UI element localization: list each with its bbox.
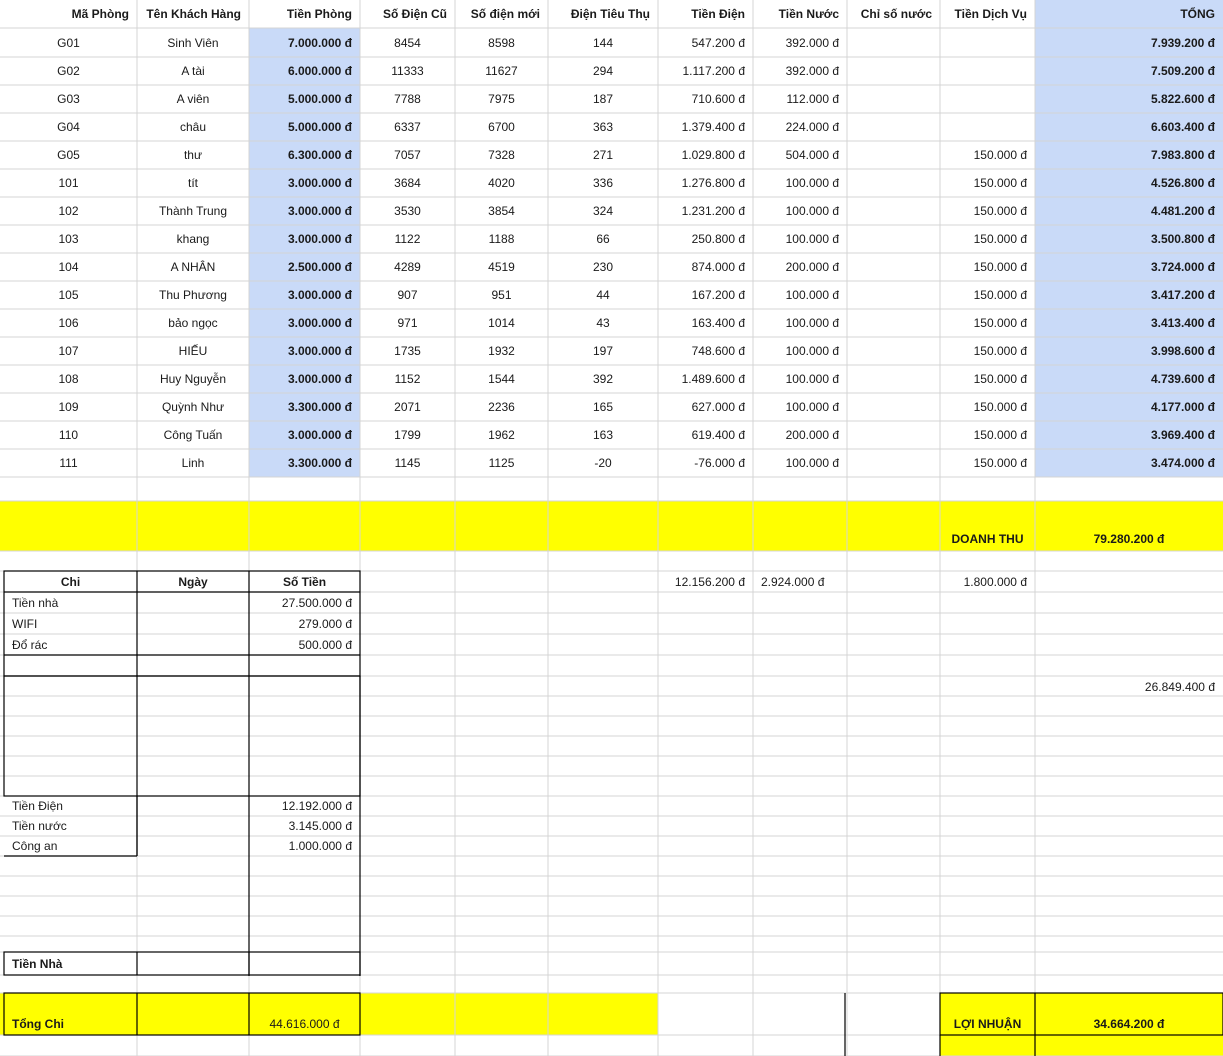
table-cell[interactable]: 100.000 đ xyxy=(785,204,839,218)
expense-amount[interactable]: 500.000 đ xyxy=(298,637,352,652)
subtotal-tien-nuoc[interactable]: 2.924.000 đ xyxy=(761,574,825,589)
profit-label[interactable]: LỢI NHUẬN xyxy=(953,1016,1022,1031)
table-cell[interactable]: 1122 xyxy=(394,232,421,246)
table-cell[interactable]: 1014 xyxy=(488,316,515,330)
table-cell[interactable]: 2.500.000 đ xyxy=(287,260,352,274)
table-cell[interactable]: 101 xyxy=(58,176,79,190)
table-cell[interactable]: 100.000 đ xyxy=(785,400,839,414)
table-cell[interactable]: 6.603.400 đ xyxy=(1150,120,1215,134)
expense-amount[interactable]: 279.000 đ xyxy=(298,616,352,631)
utility-name[interactable]: Tiền nước xyxy=(12,819,67,833)
table-cell[interactable]: 3.000.000 đ xyxy=(287,232,352,246)
table-cell[interactable]: 5.000.000 đ xyxy=(287,92,352,106)
table-cell[interactable]: 112.000 đ xyxy=(786,92,839,106)
table-cell[interactable]: 230 xyxy=(592,260,614,274)
table-cell[interactable]: 1.276.800 đ xyxy=(681,176,745,190)
table-cell[interactable]: 167.200 đ xyxy=(691,288,745,302)
table-cell[interactable]: 1125 xyxy=(488,456,515,470)
table-cell[interactable]: 163 xyxy=(592,428,614,442)
column-header[interactable]: Điện Tiêu Thụ xyxy=(570,7,650,21)
table-cell[interactable]: 1544 xyxy=(488,372,515,386)
table-cell[interactable]: 3.998.600 đ xyxy=(1150,344,1215,358)
revenue-label[interactable]: DOANH THU xyxy=(951,531,1024,546)
column-header[interactable]: Số Điện Cũ xyxy=(382,7,447,21)
column-header[interactable]: Chỉ số nước xyxy=(860,7,932,21)
expense-header[interactable]: Chi xyxy=(60,574,81,589)
table-cell[interactable]: 324 xyxy=(592,204,614,218)
profit-value[interactable]: 34.664.200 đ xyxy=(1093,1016,1165,1031)
table-cell[interactable]: 504.000 đ xyxy=(785,148,839,162)
utility-name[interactable]: Tiền Điện xyxy=(12,799,63,813)
table-cell[interactable]: 250.800 đ xyxy=(691,232,745,246)
table-cell[interactable]: 1.379.400 đ xyxy=(681,120,745,134)
table-cell[interactable]: 3.000.000 đ xyxy=(287,176,352,190)
table-cell[interactable]: 392.000 đ xyxy=(785,35,839,50)
table-cell[interactable]: 3.417.200 đ xyxy=(1150,288,1215,302)
table-cell[interactable]: 200.000 đ xyxy=(785,260,839,274)
column-header[interactable]: Tiền Phòng xyxy=(286,7,352,21)
table-cell[interactable]: 150.000 đ xyxy=(973,400,1027,414)
expense-header[interactable]: Ngày xyxy=(178,574,208,589)
table-cell[interactable]: Linh xyxy=(181,456,205,470)
table-cell[interactable]: 43 xyxy=(596,316,610,330)
expense-name[interactable]: WIFI xyxy=(12,616,38,631)
column-header[interactable]: Tiền Dịch Vụ xyxy=(954,7,1027,21)
table-cell[interactable]: 4289 xyxy=(394,260,421,274)
table-cell[interactable]: 7788 xyxy=(394,92,421,106)
utility-name[interactable]: Công an xyxy=(12,839,58,853)
column-header[interactable]: Tên Khách Hàng xyxy=(146,7,241,21)
table-cell[interactable]: 100.000 đ xyxy=(785,176,839,190)
table-cell[interactable]: 150.000 đ xyxy=(973,176,1027,190)
table-cell[interactable]: 200.000 đ xyxy=(785,428,839,442)
expense-amount[interactable]: 27.500.000 đ xyxy=(281,595,352,610)
table-cell[interactable]: 1.029.800 đ xyxy=(681,148,745,162)
table-cell[interactable]: 44 xyxy=(596,288,610,302)
table-cell[interactable]: 4.739.600 đ xyxy=(1150,372,1215,386)
table-cell[interactable]: 7057 xyxy=(394,148,421,162)
table-cell[interactable]: 3.413.400 đ xyxy=(1150,316,1215,330)
table-cell[interactable]: A viên xyxy=(176,92,210,106)
table-cell[interactable]: G03 xyxy=(57,92,80,106)
table-cell[interactable]: 3.000.000 đ xyxy=(287,344,352,358)
table-cell[interactable]: 1145 xyxy=(394,456,421,470)
table-cell[interactable]: 3.000.000 đ xyxy=(287,288,352,302)
table-cell[interactable]: 1.489.600 đ xyxy=(681,372,745,386)
table-cell[interactable]: 150.000 đ xyxy=(973,288,1027,302)
table-cell[interactable]: 100.000 đ xyxy=(785,456,839,470)
table-cell[interactable]: 105 xyxy=(58,288,79,302)
table-cell[interactable]: 1962 xyxy=(488,428,515,442)
table-cell[interactable]: 100.000 đ xyxy=(785,288,839,302)
table-cell[interactable]: G04 xyxy=(57,120,80,134)
table-cell[interactable]: 6.300.000 đ xyxy=(287,148,352,162)
table-cell[interactable]: bảo ngọc xyxy=(168,316,218,330)
table-cell[interactable]: 2236 xyxy=(488,400,515,414)
column-header[interactable]: Mã Phòng xyxy=(71,7,129,21)
table-cell[interactable]: 7975 xyxy=(488,92,515,106)
table-cell[interactable]: 3.000.000 đ xyxy=(287,428,352,442)
subtotal-dich-vu[interactable]: 1.800.000 đ xyxy=(963,574,1027,589)
table-cell[interactable]: 1.117.200 đ xyxy=(682,64,745,78)
table-cell[interactable]: 66 xyxy=(596,232,610,246)
table-cell[interactable]: 11333 xyxy=(391,64,424,78)
table-cell[interactable]: 106 xyxy=(58,316,79,330)
column-header[interactable]: Tiền Nước xyxy=(778,7,839,21)
table-cell[interactable]: HIẾU xyxy=(178,344,208,358)
table-cell[interactable]: 1799 xyxy=(394,428,421,442)
table-cell[interactable]: 107 xyxy=(58,344,79,358)
table-cell[interactable]: 3.969.400 đ xyxy=(1150,428,1215,442)
table-cell[interactable]: 150.000 đ xyxy=(973,148,1027,162)
table-cell[interactable]: 748.600 đ xyxy=(691,344,745,358)
table-cell[interactable]: -20 xyxy=(594,456,612,470)
table-cell[interactable]: 197 xyxy=(592,344,614,358)
table-cell[interactable]: 150.000 đ xyxy=(973,372,1027,386)
table-cell[interactable]: 951 xyxy=(491,288,512,302)
table-cell[interactable]: 3.724.000 đ xyxy=(1150,260,1215,274)
table-cell[interactable]: 619.400 đ xyxy=(691,428,745,442)
table-cell[interactable]: 971 xyxy=(397,316,418,330)
table-cell[interactable]: 7.000.000 đ xyxy=(287,35,352,50)
table-cell[interactable]: G05 xyxy=(57,148,80,162)
table-cell[interactable]: 392.000 đ xyxy=(785,64,839,78)
table-cell[interactable]: 3684 xyxy=(394,176,421,190)
expense-header[interactable]: Số Tiền xyxy=(282,574,327,589)
table-cell[interactable]: 163.400 đ xyxy=(691,316,745,330)
table-cell[interactable]: 104 xyxy=(58,260,79,274)
column-header[interactable]: Số điện mới xyxy=(470,7,540,21)
table-cell[interactable]: 100.000 đ xyxy=(785,316,839,330)
utility-amount[interactable]: 1.000.000 đ xyxy=(288,839,352,853)
table-cell[interactable]: 874.000 đ xyxy=(691,260,745,274)
table-cell[interactable]: 150.000 đ xyxy=(973,456,1027,470)
table-cell[interactable]: 4.526.800 đ xyxy=(1150,176,1215,190)
profit-band-lower xyxy=(940,1035,1223,1056)
table-cell[interactable]: 102 xyxy=(58,204,79,218)
table-cell[interactable]: 2071 xyxy=(394,400,421,414)
table-cell[interactable]: 294 xyxy=(592,64,614,78)
table-cell[interactable]: 3854 xyxy=(488,204,515,218)
table-cell[interactable]: 11627 xyxy=(485,64,518,78)
table-cell[interactable]: 4020 xyxy=(488,176,515,190)
table-cell[interactable]: 108 xyxy=(58,372,79,386)
table-cell[interactable]: 111 xyxy=(59,456,78,470)
table-cell[interactable]: 8454 xyxy=(394,35,421,50)
table-cell[interactable]: 7.983.800 đ xyxy=(1150,148,1215,162)
table-cell[interactable]: 165 xyxy=(592,400,614,414)
subtotal-other[interactable]: 26.849.400 đ xyxy=(1144,679,1215,694)
table-cell[interactable]: A NHÂN xyxy=(170,260,216,274)
table-cell[interactable]: 5.000.000 đ xyxy=(287,120,352,134)
table-cell[interactable]: Thành Trung xyxy=(158,204,228,218)
table-cell[interactable]: 100.000 đ xyxy=(785,232,839,246)
table-cell[interactable]: 144 xyxy=(592,35,614,50)
table-cell[interactable]: 336 xyxy=(592,176,614,190)
table-cell[interactable]: 3.000.000 đ xyxy=(287,372,352,386)
utility-amount[interactable]: 12.192.000 đ xyxy=(281,799,352,813)
table-cell[interactable]: Quỳnh Như xyxy=(161,400,225,414)
tien-nha-label[interactable]: Tiền Nhà xyxy=(12,957,63,971)
table-cell[interactable]: 7.939.200 đ xyxy=(1150,35,1215,50)
table-cell[interactable]: 100.000 đ xyxy=(785,344,839,358)
utility-amount[interactable]: 3.145.000 đ xyxy=(288,819,352,833)
table-cell[interactable]: 4519 xyxy=(488,260,515,274)
expense-name[interactable]: Tiền nhà xyxy=(12,595,59,610)
table-cell[interactable]: 110 xyxy=(58,428,79,442)
subtotal-tien-dien[interactable]: 12.156.200 đ xyxy=(674,574,745,589)
table-cell[interactable]: Huy Nguyễn xyxy=(159,372,227,386)
table-cell[interactable]: Sinh Viên xyxy=(167,35,219,50)
table-cell[interactable]: 3.474.000 đ xyxy=(1150,456,1215,470)
table-cell[interactable]: 1.231.200 đ xyxy=(681,204,745,218)
table-cell[interactable]: 271 xyxy=(592,148,614,162)
column-header[interactable]: Tiền Điện xyxy=(691,7,745,21)
table-cell[interactable]: G02 xyxy=(57,64,80,78)
table-cell[interactable]: -76.000 đ xyxy=(694,456,745,470)
table-cell[interactable]: 103 xyxy=(58,232,79,246)
table-cell[interactable]: 150.000 đ xyxy=(973,316,1027,330)
table-cell[interactable]: 710.600 đ xyxy=(691,92,745,106)
total-expense-label[interactable]: Tổng Chi xyxy=(12,1016,64,1031)
table-cell[interactable]: 7.509.200 đ xyxy=(1150,64,1215,78)
table-cell[interactable]: 109 xyxy=(58,400,79,414)
table-cell[interactable]: khang xyxy=(176,232,210,246)
table-cell[interactable]: 8598 xyxy=(488,35,515,50)
table-cell[interactable]: 4.177.000 đ xyxy=(1150,400,1215,414)
table-cell[interactable]: thư xyxy=(183,148,203,162)
table-cell[interactable]: 1152 xyxy=(394,372,421,386)
table-cell[interactable]: 150.000 đ xyxy=(973,344,1027,358)
table-cell[interactable]: 5.822.600 đ xyxy=(1150,92,1215,106)
table-cell[interactable]: 392 xyxy=(592,372,614,386)
table-cell[interactable]: 150.000 đ xyxy=(973,232,1027,246)
table-cell[interactable]: 4.481.200 đ xyxy=(1150,204,1215,218)
revenue-value[interactable]: 79.280.200 đ xyxy=(1093,531,1165,546)
table-cell[interactable]: 1188 xyxy=(488,232,515,246)
table-cell[interactable]: 6700 xyxy=(488,120,515,134)
table-cell[interactable]: 1932 xyxy=(488,344,515,358)
table-cell[interactable]: 547.200 đ xyxy=(691,35,745,50)
table-cell[interactable]: 3.000.000 đ xyxy=(287,316,352,330)
total-expense-value[interactable]: 44.616.000 đ xyxy=(269,1016,340,1031)
table-cell[interactable]: 100.000 đ xyxy=(785,372,839,386)
table-cell[interactable]: 3.000.000 đ xyxy=(287,204,352,218)
table-cell[interactable]: 3.300.000 đ xyxy=(287,400,352,414)
table-cell[interactable]: 3530 xyxy=(394,204,421,218)
table-cell[interactable]: Thu Phương xyxy=(159,288,227,302)
table-cell[interactable]: 627.000 đ xyxy=(691,400,745,414)
table-cell[interactable]: 3.500.800 đ xyxy=(1150,232,1215,246)
table-cell[interactable]: 150.000 đ xyxy=(973,204,1027,218)
column-header[interactable]: TỔNG xyxy=(1180,7,1215,21)
table-cell[interactable]: 7328 xyxy=(488,148,515,162)
table-cell[interactable]: 3.300.000 đ xyxy=(287,456,352,470)
table-cell[interactable]: A tài xyxy=(181,64,205,78)
table-cell[interactable]: 363 xyxy=(592,120,614,134)
table-cell[interactable]: 187 xyxy=(592,92,614,106)
table-cell[interactable]: 6337 xyxy=(394,120,421,134)
table-cell[interactable]: 6.000.000 đ xyxy=(287,64,352,78)
table-cell[interactable]: 224.000 đ xyxy=(785,120,839,134)
table-cell[interactable]: 150.000 đ xyxy=(973,260,1027,274)
table-cell[interactable]: 150.000 đ xyxy=(973,428,1027,442)
table-cell[interactable]: tít xyxy=(187,176,198,190)
table-cell[interactable]: 1735 xyxy=(394,344,421,358)
table-cell[interactable]: 907 xyxy=(397,288,418,302)
table-cell[interactable]: châu xyxy=(179,120,207,134)
table-cell[interactable]: Công Tuấn xyxy=(163,428,223,442)
table-cell[interactable]: G01 xyxy=(57,35,80,50)
expense-name[interactable]: Đổ rác xyxy=(12,637,48,652)
